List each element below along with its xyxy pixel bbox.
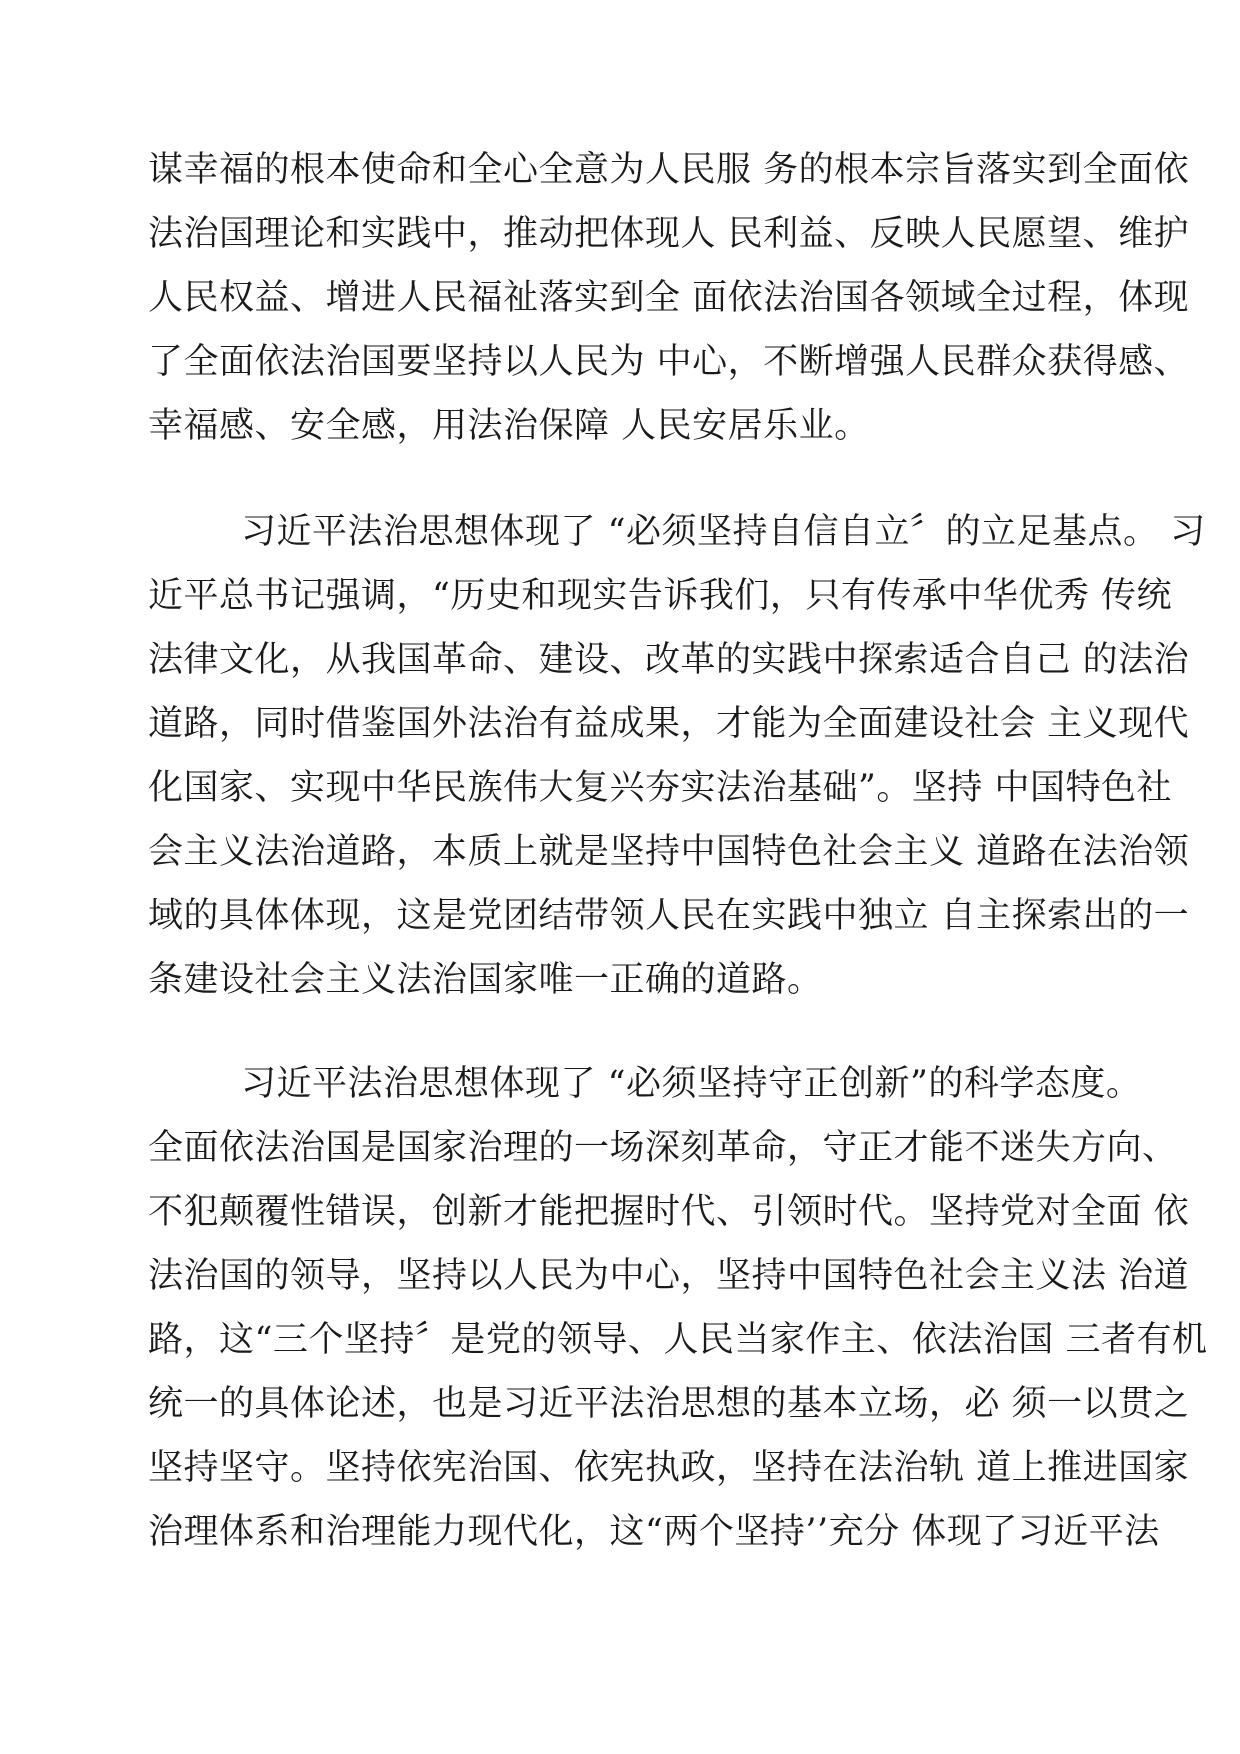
- text-line: 法治国理论和实践中，推动把体现人 民利益、反映人民愿望、维护: [148, 214, 1190, 254]
- text-line: 全面依法治国是国家治理的一场深刻革命，守正才能不迷失方向、: [148, 1128, 1178, 1168]
- text-line: 习近平法治思想体现了 “必须坚持自信自立〞的立足基点。 习: [148, 512, 1206, 552]
- text-line: 了全面依法治国要坚持以人民为 中心，不断增强人民群众获得感、: [148, 342, 1190, 382]
- text-line: 不犯颠覆性错误，创新才能把握时代、引领时代。坚持党对全面 依: [148, 1192, 1190, 1232]
- text-line: 会主义法治道路，本质上就是坚持中国特色社会主义 道路在法治领: [148, 832, 1190, 872]
- text-line: 法治国的领导，坚持以人民为中心，坚持中国特色社会主义法 治道: [148, 1256, 1190, 1296]
- text-line: 幸福感、安全感，用法治保障 人民安居乐业。: [148, 406, 870, 446]
- text-line: 谋幸福的根本使命和全心全意为人民服 务的根本宗旨落实到全面依: [148, 150, 1190, 190]
- text-line: 统一的具体论述，也是习近平法治思想的基本立场，必 须一以贯之: [148, 1384, 1190, 1424]
- text-line: 道路，同时借鉴国外法治有益成果，才能为全面建设社会 主义现代: [148, 704, 1190, 744]
- text-line: 习近平法治思想体现了 “必须坚持守正创新”的科学态度。: [148, 1064, 1142, 1104]
- text-line: 法律文化，从我国革命、建设、改革的实践中探索适合自己 的法治: [148, 640, 1190, 680]
- text-line: 化国家、实现中华民族伟大复兴夯实法治基础”。坚持 中国特色社: [148, 768, 1173, 808]
- text-line: 坚持坚守。坚持依宪治国、依宪执政，坚持在法治轨 道上推进国家: [148, 1448, 1190, 1488]
- text-line: 路，这“三个坚持〞是党的领导、人民当家作主、依法治国 三者有机: [148, 1320, 1208, 1360]
- text-line: 近平总书记强调，“历史和现实告诉我们，只有传承中华优秀 传统: [148, 576, 1173, 616]
- text-line: 人民权益、增进人民福祉落实到全 面依法治国各领域全过程，体现: [148, 278, 1190, 318]
- text-line: 域的具体体现，这是党团结带领人民在实践中独立 自主探索出的一: [148, 896, 1190, 936]
- text-line: 条建设社会主义法治国家唯一正确的道路。: [148, 960, 823, 1000]
- text-line: 治理体系和治理能力现代化，这“两个坚持’’充分 体现了习近平法: [148, 1512, 1160, 1552]
